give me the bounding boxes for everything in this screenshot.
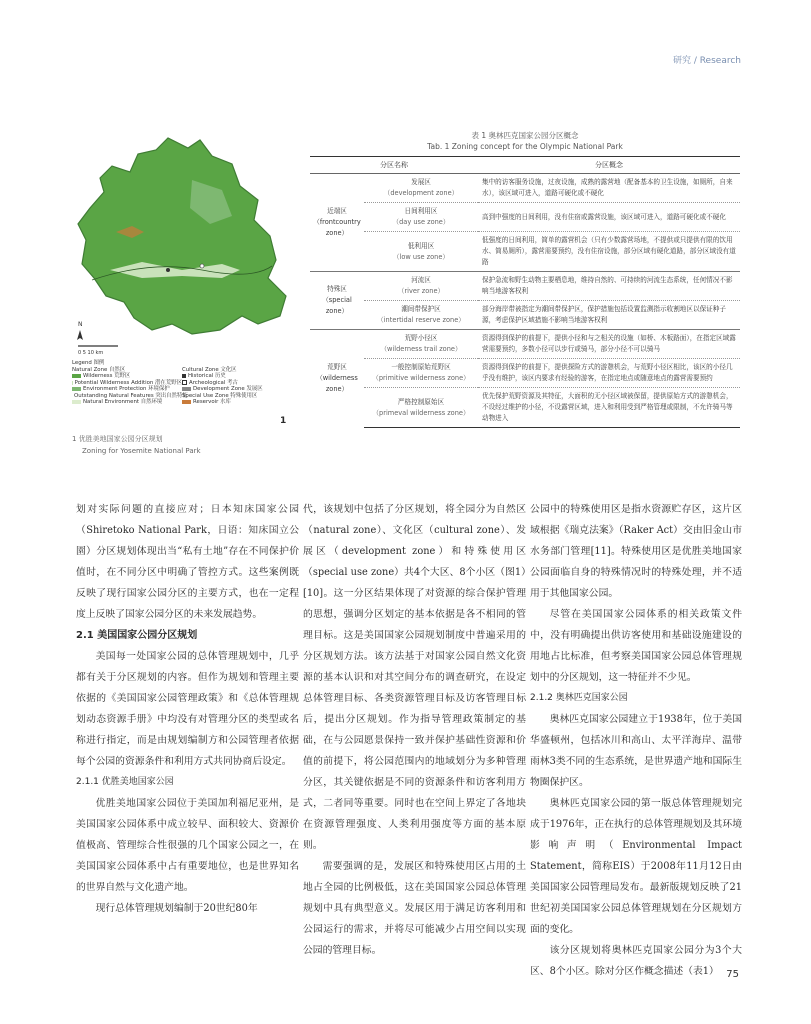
caption-en: Zoning for Yosemite National Park [82, 447, 201, 455]
paragraph: 美国每一处国家公园的总体管理规划中，几乎都有关于分区规划的内容。但作为规划和管理主要依据的《美国国家公园管理政策》和《总体管理规划动态资源手册》中均没有对管理分区的类型或名称进行指定，而是由规划编制方和公园管理者依据每个公园的资源条件和利用方式共同协商后设定。 [76, 651, 299, 767]
paragraph: 尽管在美国国家公园体系的相关政策文件中，没有明确提出供访客使用和基础设施建设的用地占比标准，但考察美国国家公园总体管理规划中的分区规划，这一特征并不少见。 [530, 609, 742, 683]
legend-item: Cultural Zone 文化区 [182, 366, 237, 373]
section-heading: 2.1 美国国家公园分区规划 [76, 630, 198, 641]
legend-item: Outstanding Natural Features 突出自然特征 [74, 392, 188, 399]
zone-cell: 特殊区（special zone） [310, 272, 364, 330]
figure-caption [72, 433, 201, 457]
archeological-site-marker [200, 264, 204, 268]
concept-cell: 优先保护荒野资源及其特征，大面积的无小径区域被保留，提供原始方式的游憩机会，不设经过维护的小径，不设露营区域，进入和利用受到严格管理或限制，不允许骑马等动物进入 [478, 388, 740, 428]
subzone-cell: 低利用区 （low use zone） [364, 232, 478, 272]
legend-item: Natural Zone 自然区 [72, 366, 126, 373]
north-label: N [78, 321, 83, 328]
park-boundary [78, 138, 286, 334]
legend-item: Special Use Zone 特殊使用区 [182, 392, 258, 399]
zoning-map-figure [72, 120, 300, 455]
page-number: 75 [726, 969, 739, 980]
table-head-concept: 分区概念 [478, 157, 740, 174]
concept-cell: 集中的访客服务设施，过夜设施，成熟的露营地（配备基本的卫生设施，如厕所，自来水），该区域可进入，道路可硬化或不硬化 [482, 178, 733, 197]
paragraph: 代，该规划中包括了分区规划，将全园分为自然区（natural zone）、文化区（cultural zone）、发展区（development zone）和特殊使用区（special use zone）共4个大区、8个小区（图1）[10]。这一分区结果体现了对资源的综合保护管理的思想，强调分区划定的基本依据是各不相同的管理目标。这是美国国家公园规划制度中普遍采用的分区规划方法。该方法基于对国家公园自然文化资源的基本认识和对其空间分布的调查研究，在设定总体管理目标、各类资源管理目标及访客管理目标后，提出分区规划。作为指导管理政策制定的基础，在与公园愿景保持一致并保护基础性资源和价值的前提下，将公园范围内的地域划分为多种管理分区，其关键依据是不同的资源条件和访客利用方式，二者同等重要。同时也在空间上界定了各地块在资源管理强度、人类利用强度等方面的基本原则。 [303, 504, 526, 851]
legend-title: Legend 图例 [72, 360, 105, 366]
subzone-cell: 严格控制原始区 （primeval wilderness zone） [364, 388, 478, 428]
legend-item: Environment Protection 环境保护 [72, 386, 182, 393]
paragraph: 奥林匹克国家公园建立于1938年，位于美国华盛顿州，包括冰川和高山、太平洋海岸、温带雨林3类不同的生态系统，是世界遗产地和国际生物圈保护区。 [530, 714, 742, 788]
subzone-cell: 潮间带保护区 （intertidal reserve zone） [364, 301, 478, 330]
subzone-cell: 发展区 （development zone） [383, 178, 459, 197]
table-row [310, 232, 740, 272]
paragraph: 现行总体管理规划编制于20世纪80年 [95, 903, 258, 914]
caption-cn: 1 优胜美地国家公园分区规划 [72, 435, 163, 443]
zoning-table-block [310, 130, 740, 428]
concept-cell: 保护急流和野生动物主要栖息地，维持自然的、可持续的河流生态系统，任何情况不影响当地游客权利 [478, 272, 740, 301]
table-row [310, 388, 740, 428]
legend-item: Wilderness 荒野区 [72, 373, 182, 380]
paragraph: 优胜美地国家公园位于美国加利福尼亚州，是美国国家公园体系中成立较早、面积较大、资源价值极高、管理综合性很强的几个国家公园之一，在美国国家公园体系中占有重要地位，也是世界知名的世界自然与文化遗产地。 [76, 798, 299, 893]
paragraph: 需要强调的是，发展区和特殊使用区占用的土地占全园的比例极低，这在美国国家公园总体管理规划中具有典型意义。发展区用于满足访客利用和公园运行的需求，并将尽可能减少占用空间以实现公园的管理目标。 [303, 861, 526, 956]
body-column-3 [530, 499, 742, 982]
figure-number: 1 [280, 416, 287, 426]
historical-site-marker [166, 268, 170, 272]
scale-labels: 0 5 10 km [78, 350, 104, 356]
subsection-heading: 2.1.2 奥林匹克国家公园 [530, 693, 628, 703]
concept-cell: 资源得到保护的前提下，提供小径和与之相关的设施（如桥、木板路面），在指定区域露营需要预约，多数小径可以步行或骑马，部分小径不可以骑马 [478, 330, 740, 359]
zoning-table [310, 156, 740, 428]
table-title-cn: 表 1 奥林匹克国家公园分区概念 [471, 131, 579, 140]
table-row [310, 359, 740, 388]
table-row [310, 174, 740, 203]
yosemite-map [72, 120, 300, 360]
subzone-cell: 日间利用区 （day use zone） [364, 203, 478, 232]
subzone-cell: 一般控制原始荒野区 （primitive wilderness zone） [364, 359, 478, 388]
paragraph: 划对实际问题的直接应对；日本知床国家公园（Shiretoko National Park，日语：知床国立公園）分区规划体现出当“私有土地”存在不同保护价值时，在不同分区中明确了管控方式。这些案例既反映了现行国家公园分区的主要方式，也在一定程度上反映了国家公园分区的未来发展趋势。 [76, 504, 299, 620]
legend-item: Development Zone 发展区 [182, 386, 292, 393]
table-title-en: Tab. 1 Zoning concept for the Olympic National Park [427, 142, 623, 151]
concept-cell: 部分海岸带被指定为潮间带保护区，保护措施包括设置监测指示收割地区以保证种子源，考虑保护区域措施不影响当地游客权利 [478, 301, 740, 330]
table-row [310, 301, 740, 330]
section-header: 研究 / Research [672, 56, 741, 66]
paragraph: 奥林匹克国家公园的第一版总体管理规划完成于1976年，正在执行的总体管理规划及其环境影响声明（Environmental Impact Statement，简称EIS）于2008年11月12日由美国国家公园管理局发布。最新版规划反映了21世纪初美国国家公园总体管理规划在分区规划方面的变化。 [530, 798, 742, 935]
subzone-cell: 河流区 （river zone） [364, 272, 478, 301]
table-row [310, 272, 740, 301]
legend-item: Reservoir 水库 [182, 399, 292, 406]
north-arrow-icon [77, 330, 83, 340]
body-column-1 [76, 499, 299, 919]
map-legend [72, 360, 300, 406]
legend-item: Historical 历史 [182, 373, 292, 380]
legend-item: Natural Environment 自然环境 [72, 399, 182, 406]
concept-cell: 资源得到保护的前提下，提供探险方式的游憩机会，与荒野小径区相比，该区的小径几乎没有维护，该区内要求有经验的游客，在指定地点或随意地点的露营需要预约 [478, 359, 740, 388]
legend-item: Potential Wilderness Addition 潜在荒野区 [74, 379, 182, 386]
concept-cell: 低强度的日间利用，简单的露营机会（只有少数露营场地，不提供或只提供有限的饮用水、简易厕所），露营需要预约，没有住宿设施，部分区域有硬化道路，部分区域没有道路 [478, 232, 740, 272]
concept-cell: 高到中强度的日间利用，没有住宿或露营设施，该区域可进入，道路可硬化或不硬化 [478, 203, 740, 232]
table-row [310, 330, 740, 359]
subsection-heading: 2.1.1 优胜美地国家公园 [76, 777, 174, 787]
body-column-2 [303, 499, 526, 961]
legend-item: Archeological 考古 [182, 380, 292, 387]
paragraph: 该分区规划将奥林匹克国家公园分为3个大区、8个小区。除对分区作概念描述（表1） [530, 945, 742, 977]
paragraph: 公园中的特殊使用区是指水资源贮存区，这片区域根据《瑞克法案》（Raker Act）交由旧金山市水务部门管理[11]。特殊使用区是优胜美地国家公园面临自身的特殊情况时的特殊处理，并不适用于其他国家公园。 [530, 504, 742, 599]
table-head-name: 分区名称 [310, 157, 478, 174]
subzone-cell: 荒野小径区 （wilderness trail zone） [364, 330, 478, 359]
zone-cell: 荒野区（wilderness zone） [310, 330, 364, 428]
zone-cell: 近端区（frontcountry zone） [313, 207, 361, 237]
table-row [310, 203, 740, 232]
